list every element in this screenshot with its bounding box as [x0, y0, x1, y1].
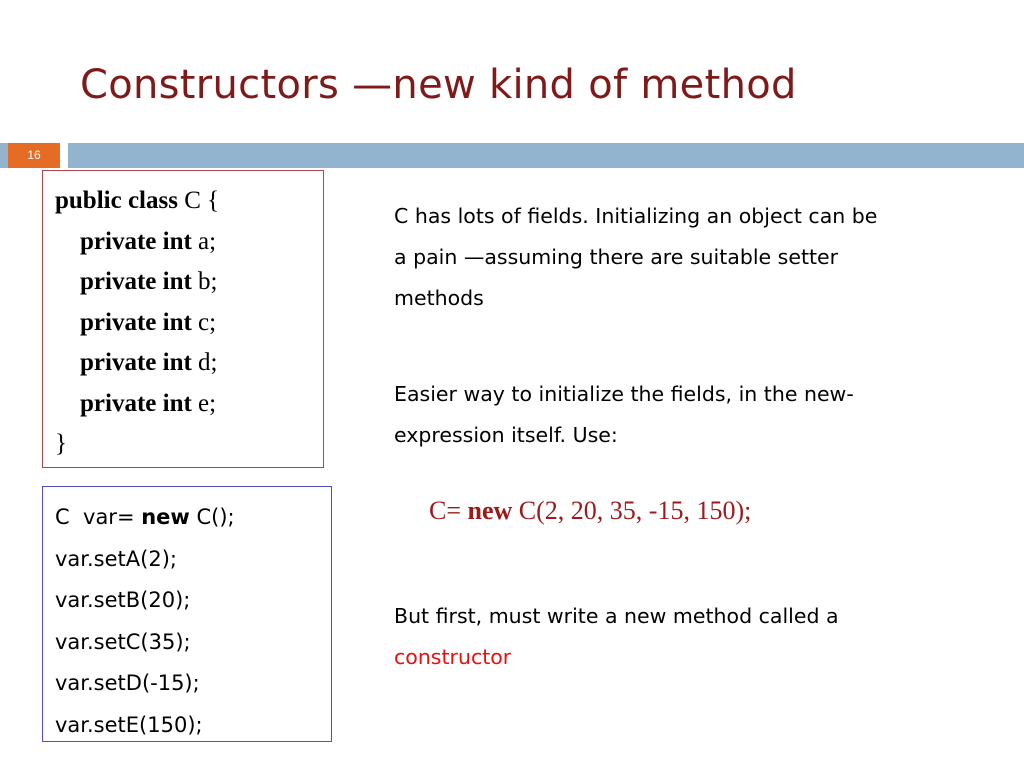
code-line: var.setB(20);: [55, 588, 191, 612]
class-name: C {: [177, 187, 220, 214]
call-text: C=: [429, 496, 468, 525]
paragraph-easier-way: Easier way to initialize the fields, in the new-expression itself. Use:: [394, 382, 854, 447]
class-code-box: [42, 170, 324, 468]
keyword: public class: [55, 187, 178, 214]
keyword: new: [141, 505, 190, 529]
paragraph-text: But first, must write a new method called a: [394, 604, 839, 628]
highlighted-term: constructor: [394, 645, 512, 669]
keyword: private int: [80, 349, 192, 376]
slide-title: Constructors —new kind of method: [80, 62, 797, 108]
code-line: [55, 497, 331, 539]
field-declaration: [55, 262, 323, 303]
field-name: d;: [191, 349, 218, 376]
keyword: private int: [80, 389, 192, 417]
keyword: private int: [80, 227, 192, 255]
code-line: var.setC(35);: [55, 629, 191, 654]
field-name: e;: [191, 389, 217, 417]
code-text: C var=: [55, 505, 142, 529]
keyword: new: [467, 496, 513, 525]
field-declaration: [55, 343, 323, 384]
constructor-call-example: [429, 496, 751, 526]
call-text: C(2, 20, 35, -15, 150);: [512, 496, 752, 525]
class-declaration: [55, 181, 323, 222]
header-bar-left: [0, 143, 8, 168]
code-line: var.setE(150);: [55, 712, 203, 737]
field-name: c;: [191, 308, 217, 336]
field-declaration: [55, 222, 323, 263]
code-line: var.setD(-15);: [55, 671, 200, 695]
class-close-brace: }: [55, 430, 67, 457]
keyword: private int: [80, 268, 192, 295]
field-name: a;: [191, 227, 217, 255]
field-declaration: [55, 303, 323, 344]
paragraph-constructor: [394, 596, 884, 678]
code-line: var.setA(2);: [55, 546, 177, 571]
slide-number: 16: [8, 143, 60, 168]
paragraph-fields-pain: C has lots of fields. Initializing an object can be a pain —assuming there are suitable setter methods: [394, 204, 878, 310]
code-text: C();: [189, 505, 235, 529]
keyword: private int: [80, 308, 192, 336]
field-name: b;: [191, 268, 218, 295]
header-bar: [68, 143, 1024, 168]
setter-code-box: [42, 486, 332, 742]
field-declaration: [55, 384, 323, 425]
